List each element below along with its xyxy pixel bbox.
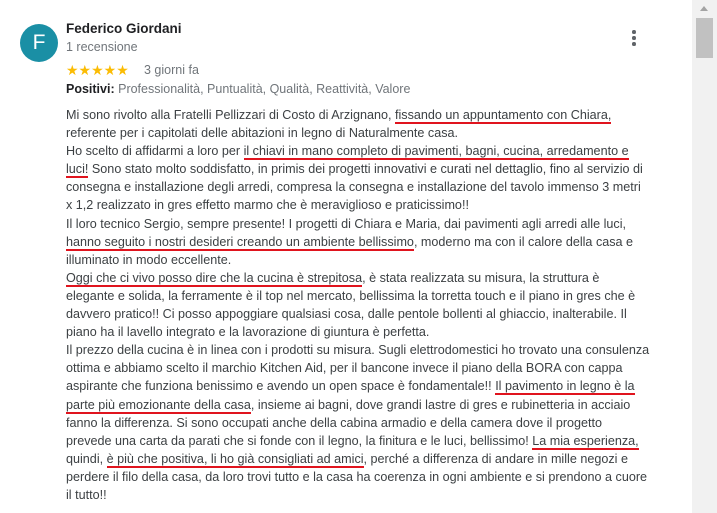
review-text-segment: Il loro tecnico Sergio, sempre presente! I progetti di Chiara e Maria, dai pavimenti agli arredi alle luci, — [66, 216, 626, 231]
review-text-segment: , insieme ai bagni, dove grandi lastre di gres e rubinetteria in acciaio — [250, 397, 631, 412]
review-text-segment: Sono stato molto soddisfatto, in primis dei progetti innovativi e curati nel dettaglio, fino al servizio di — [88, 162, 643, 177]
review-line — [66, 377, 670, 395]
review-line — [66, 341, 670, 359]
review-line — [66, 323, 670, 341]
highlighted-text: fissando un appuntamento con Chiara, — [394, 108, 612, 122]
review-text-segment: , moderno ma con il calore della casa e — [413, 234, 634, 249]
avatar[interactable]: F — [20, 24, 58, 62]
review-text-segment: aspirante che funziona benissimo e avendo un open space è fondamentale!! — [66, 379, 496, 394]
review-line — [66, 468, 670, 486]
review-text-segment: Mi sono rivolto alla Fratelli Pellizzari di Costo di Arzignano, — [66, 108, 395, 122]
review-text-segment: Ho scelto di affidarmi a loro per — [66, 144, 244, 159]
highlighted-text: La mia esperienza, — [532, 433, 639, 448]
review-text-segment: fanno la differenza. Si sono occupati anche della cabina armadio e della camera dove il progetto — [66, 415, 603, 430]
highlighted-text: che la cucina è strepitosa — [220, 270, 363, 285]
scrollbar[interactable] — [692, 0, 717, 513]
review-text-segment: x 1,2 realizzato in gres effetto marmo che è meraviglioso e praticissimo!! — [66, 198, 469, 213]
highlighted-text: Oggi che ci vivo posso dire — [66, 270, 220, 285]
positives-label: Positivi: — [66, 82, 115, 96]
review-text-segment: perdere il filo della casa, da loro trovi tutto e la casa ha coerenza in ogni ambiente e si prendono a cuore — [66, 469, 648, 484]
review-line — [66, 414, 670, 432]
review-line — [66, 142, 670, 160]
review-line — [66, 396, 670, 414]
positives-items: Professionalità, Puntualità, Qualità, Reattività, Valore — [118, 82, 411, 96]
review-line — [66, 251, 670, 269]
review-line — [66, 160, 670, 178]
highlighted-text: il chiavi in mano completo di pavimenti, bagni, cucina, arredamento e — [243, 144, 629, 159]
review-line — [66, 124, 670, 142]
review-text-segment: il tutto!! — [66, 487, 107, 502]
review-text-segment: , è stata realizzata su misura, la struttura è — [362, 270, 600, 285]
highlighted-text: hanno seguito i nostri desideri creando un ambiente bellissimo — [66, 234, 414, 249]
review-line — [66, 215, 670, 233]
review-text-segment: illuminato in modo eccellente. — [66, 252, 232, 267]
review-line — [66, 432, 670, 450]
review-text-segment: quindi, — [66, 451, 107, 466]
review-line — [66, 178, 670, 196]
highlighted-text: parte più emozionante della casa — [66, 397, 251, 412]
review-line — [66, 269, 670, 287]
review-text-segment: referente per i capitolati delle abitazioni in legno di Naturalmente casa. — [66, 126, 459, 141]
reviewer-name[interactable]: Federico Giordani — [66, 21, 182, 36]
scrollbar-thumb[interactable] — [696, 18, 713, 58]
review-line — [66, 305, 670, 323]
review-line — [66, 287, 670, 305]
highlighted-text: Il pavimento in legno è la — [495, 379, 635, 394]
more-vert-icon[interactable] — [626, 30, 642, 50]
review-count: 1 recensione — [66, 40, 138, 54]
review-text-segment: prevede una carta da parati che si fonde con il legno, la finitura e le luci, bellissimo! — [66, 433, 533, 448]
scroll-up-arrow-icon[interactable] — [700, 6, 708, 11]
review-text-segment: piano ha il lavello integrato e la lavorazione di giuntura è perfetta. — [66, 325, 430, 340]
highlighted-text: luci! — [66, 162, 89, 177]
review-line — [66, 196, 670, 214]
positives-row — [66, 82, 410, 96]
review-line — [66, 106, 670, 124]
review-text-segment: consegna e installazione degli arredi, compresa la consegna e installazione del tavolo immenso 3 metri — [66, 180, 641, 195]
review-line — [66, 359, 670, 377]
review-text-segment: , perché a differenza di andare in mille negozi e — [363, 451, 628, 466]
review-line — [66, 233, 670, 251]
review-text — [66, 106, 670, 504]
review-text-segment: elegante e solida, la ferramente è il top nel mercato, bellissima la torretta touch e il piano in gres che è — [66, 288, 636, 303]
review-line — [66, 450, 670, 468]
review-line — [66, 486, 670, 504]
star-rating: ★★★★★ — [66, 62, 129, 78]
review-date: 3 giorni fa — [144, 63, 199, 77]
review-text-segment: ottima e abbiamo scelto il marchio Kitchen Aid, per il bancone invece il piano della BORA con cappa — [66, 361, 623, 376]
highlighted-text: è più che positiva, li ho già consigliati ad amici — [106, 451, 364, 466]
review-text-segment: Il prezzo della cucina è in linea con i prodotti su misura. Sugli elettrodomestici ho trovato una consulenza — [66, 343, 650, 358]
review-text-segment: davvero pratico!! Ci posso appoggiare qualsiasi cosa, dalle pentole bollenti al ghiaccio, inalterabile. Il — [66, 307, 627, 322]
